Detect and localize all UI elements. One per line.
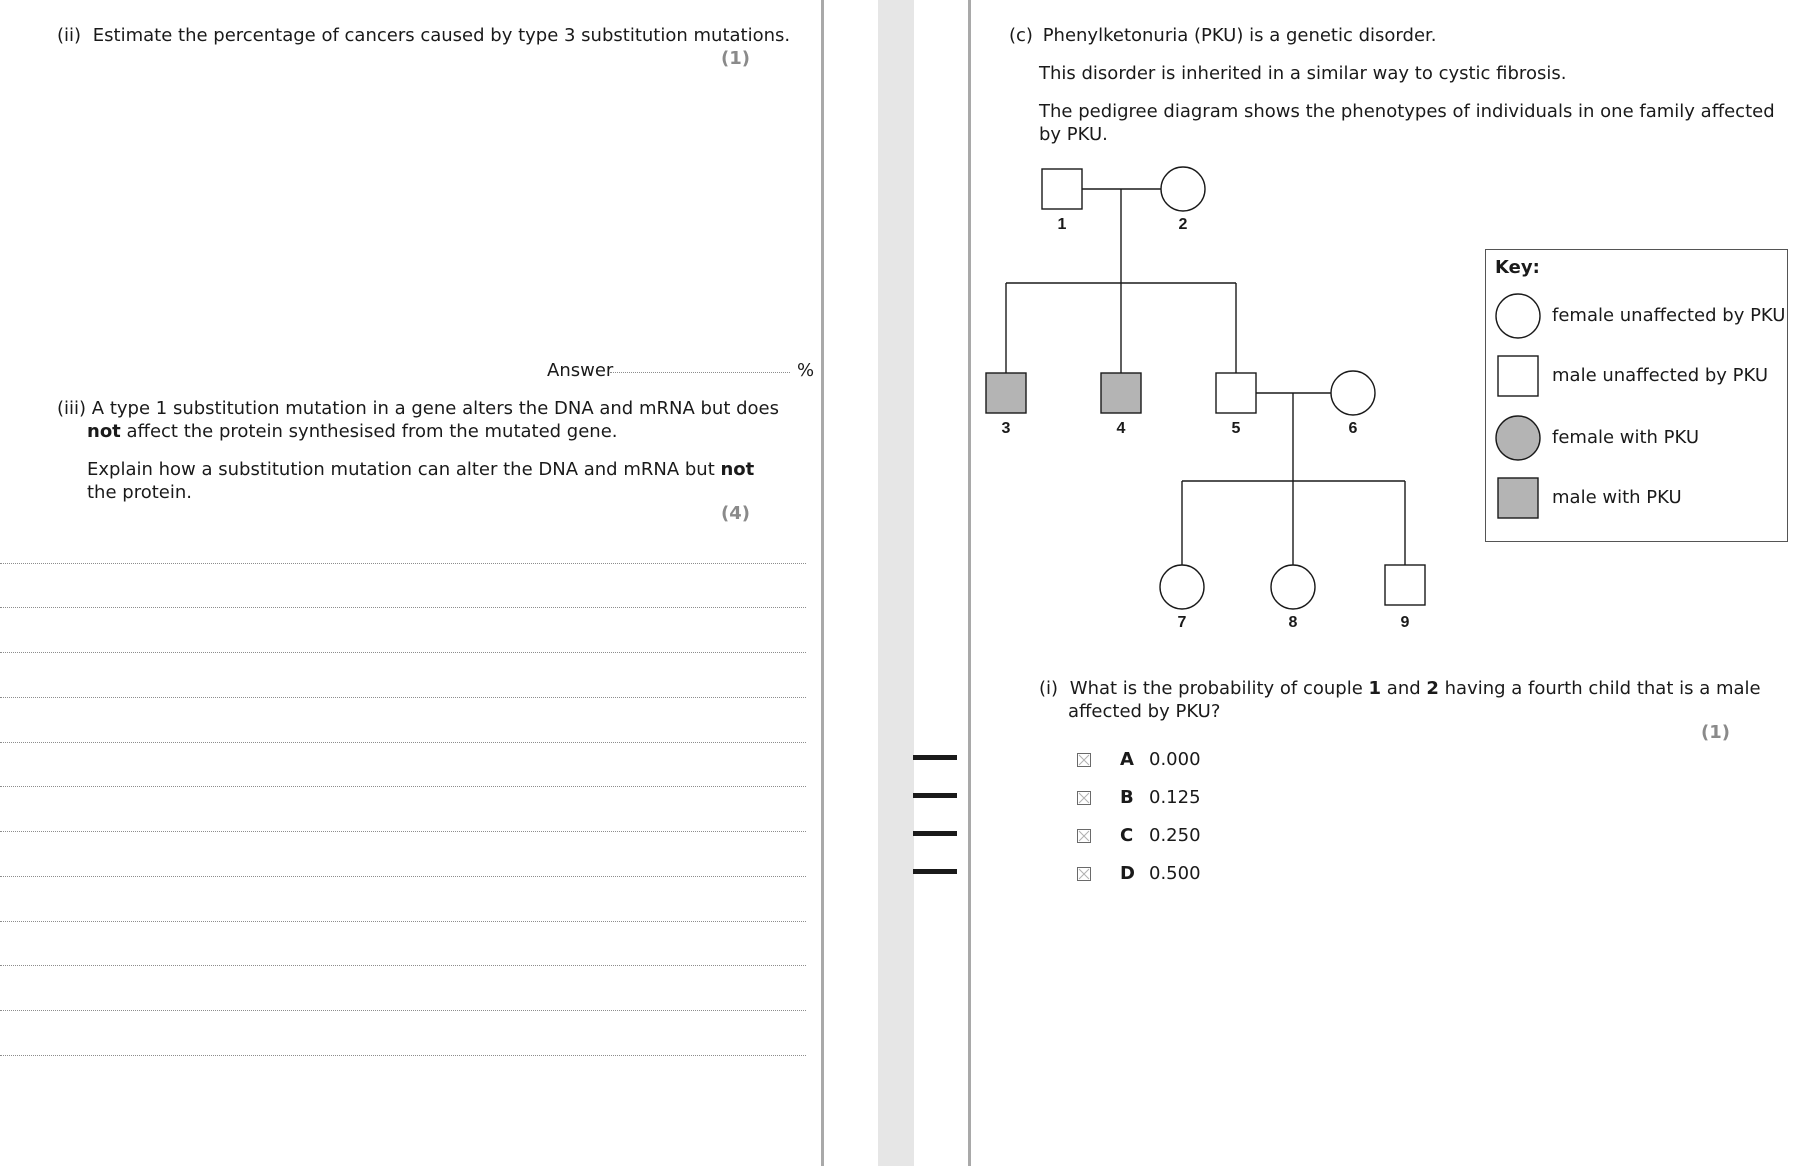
question-iii-not: not — [87, 421, 121, 442]
question-iii-number: (iii) — [57, 398, 87, 419]
option-c-value: 0.250 — [1149, 825, 1201, 846]
option-b-checkbox[interactable] — [1077, 791, 1091, 805]
pedigree-individual-3 — [986, 373, 1026, 413]
option-c-letter: C — [1120, 825, 1134, 846]
pedigree-label-6: 6 — [1348, 420, 1358, 437]
key-male-affected-icon — [1498, 478, 1538, 518]
option-c-checkbox[interactable] — [1077, 829, 1091, 843]
answer-label: Answer — [547, 360, 614, 381]
key-female-affected-icon — [1496, 416, 1540, 460]
answer-line[interactable] — [0, 1055, 806, 1056]
option-d-letter: D — [1120, 863, 1135, 884]
pedigree-individual-4 — [1101, 373, 1141, 413]
question-iii-explain — [87, 458, 754, 481]
key-label-female-unaffected: female unaffected by PKU — [1552, 305, 1786, 326]
pedigree-individual-5 — [1216, 373, 1256, 413]
page-gutter — [878, 0, 914, 1166]
option-a-letter: A — [1120, 749, 1134, 770]
pedigree-label-2: 2 — [1178, 216, 1188, 233]
part-c-label: (c) — [1009, 25, 1033, 46]
question-i-bold2: 2 — [1426, 678, 1439, 699]
question-i-text-a: What is the probability of couple — [1069, 678, 1369, 699]
pedigree-individual-7 — [1160, 565, 1204, 609]
page-divider-right — [968, 0, 971, 1166]
question-i-line2: affected by PKU? — [1068, 701, 1221, 722]
question-iii-line2 — [87, 420, 618, 443]
question-i-number: (i) — [1039, 678, 1059, 699]
margin-mark — [913, 869, 957, 874]
question-iii-explain-b: the protein. — [87, 482, 192, 503]
answer-line[interactable] — [0, 876, 806, 877]
pedigree-key — [1485, 249, 1788, 542]
answer-line[interactable] — [0, 786, 806, 787]
answer-line[interactable] — [0, 607, 806, 608]
question-i-text-c: having a fourth child that is a male — [1438, 678, 1761, 699]
key-female-unaffected-icon — [1496, 294, 1540, 338]
question-ii-number: (ii) — [57, 25, 82, 46]
pedigree-label-1: 1 — [1057, 216, 1067, 233]
pedigree-label-8: 8 — [1288, 614, 1298, 631]
pedigree-individual-8 — [1271, 565, 1315, 609]
question-iii-explain-not: not — [720, 459, 755, 480]
margin-mark — [913, 793, 957, 798]
question-ii-marks: (1) — [721, 48, 750, 69]
answer-line[interactable] — [0, 965, 806, 966]
margin-mark — [913, 831, 957, 836]
question-i-text-b: and — [1381, 678, 1427, 699]
question-iii — [57, 397, 779, 420]
pedigree-individual-6 — [1331, 371, 1375, 415]
question-ii-text: Estimate the percentage of cancers caused by type 3 substitution mutations. — [92, 25, 791, 46]
answer-line[interactable] — [0, 831, 806, 832]
pedigree-label-4: 4 — [1116, 420, 1126, 437]
answer-line[interactable] — [0, 563, 806, 564]
answer-input-line[interactable] — [610, 372, 790, 373]
pedigree-individual-2 — [1161, 167, 1205, 211]
option-a-checkbox[interactable] — [1077, 753, 1091, 767]
pedigree-label-3: 3 — [1001, 420, 1011, 437]
left-page — [0, 0, 822, 1166]
question-i-marks: (1) — [1701, 722, 1730, 743]
pedigree-label-7: 7 — [1177, 614, 1187, 631]
key-label-male-unaffected: male unaffected by PKU — [1552, 365, 1769, 386]
key-symbols — [1495, 292, 1545, 522]
question-iii-line1: A type 1 substitution mutation in a gene alters the DNA and mRNA but does — [91, 398, 779, 419]
option-b-letter: B — [1120, 787, 1134, 808]
question-i-bold1: 1 — [1368, 678, 1382, 699]
key-title: Key: — [1495, 257, 1540, 278]
margin-mark — [913, 755, 957, 760]
pedigree-individual-1 — [1042, 169, 1082, 209]
part-c-line3b: by PKU. — [1039, 124, 1108, 145]
option-a-value: 0.000 — [1149, 749, 1201, 770]
answer-line[interactable] — [0, 742, 806, 743]
pedigree-individual-9 — [1385, 565, 1425, 605]
key-label-male-affected: male with PKU — [1552, 487, 1682, 508]
pedigree-label-9: 9 — [1400, 614, 1410, 631]
question-i — [1039, 677, 1761, 700]
answer-unit: % — [797, 360, 815, 381]
page-divider-left — [821, 0, 824, 1166]
part-c-intro — [1009, 24, 1436, 47]
pedigree-diagram — [980, 155, 1450, 645]
question-iii-line2-rest: affect the protein synthesised from the mutated gene. — [120, 421, 618, 442]
answer-line[interactable] — [0, 652, 806, 653]
answer-line[interactable] — [0, 921, 806, 922]
answer-line[interactable] — [0, 1010, 806, 1011]
question-iii-marks: (4) — [721, 503, 750, 524]
key-male-unaffected-icon — [1498, 356, 1538, 396]
option-d-value: 0.500 — [1149, 863, 1201, 884]
part-c-line2: This disorder is inherited in a similar way to cystic fibrosis. — [1039, 63, 1567, 84]
option-d-checkbox[interactable] — [1077, 867, 1091, 881]
question-ii — [57, 24, 790, 47]
part-c-line3a: The pedigree diagram shows the phenotypes of individuals in one family affected — [1039, 101, 1775, 122]
key-label-female-affected: female with PKU — [1552, 427, 1700, 448]
question-iii-explain-a: Explain how a substitution mutation can alter the DNA and mRNA but — [87, 459, 721, 480]
pedigree-label-5: 5 — [1231, 420, 1241, 437]
option-b-value: 0.125 — [1149, 787, 1201, 808]
answer-line[interactable] — [0, 697, 806, 698]
part-c-line1: Phenylketonuria (PKU) is a genetic disorder. — [1042, 25, 1437, 46]
